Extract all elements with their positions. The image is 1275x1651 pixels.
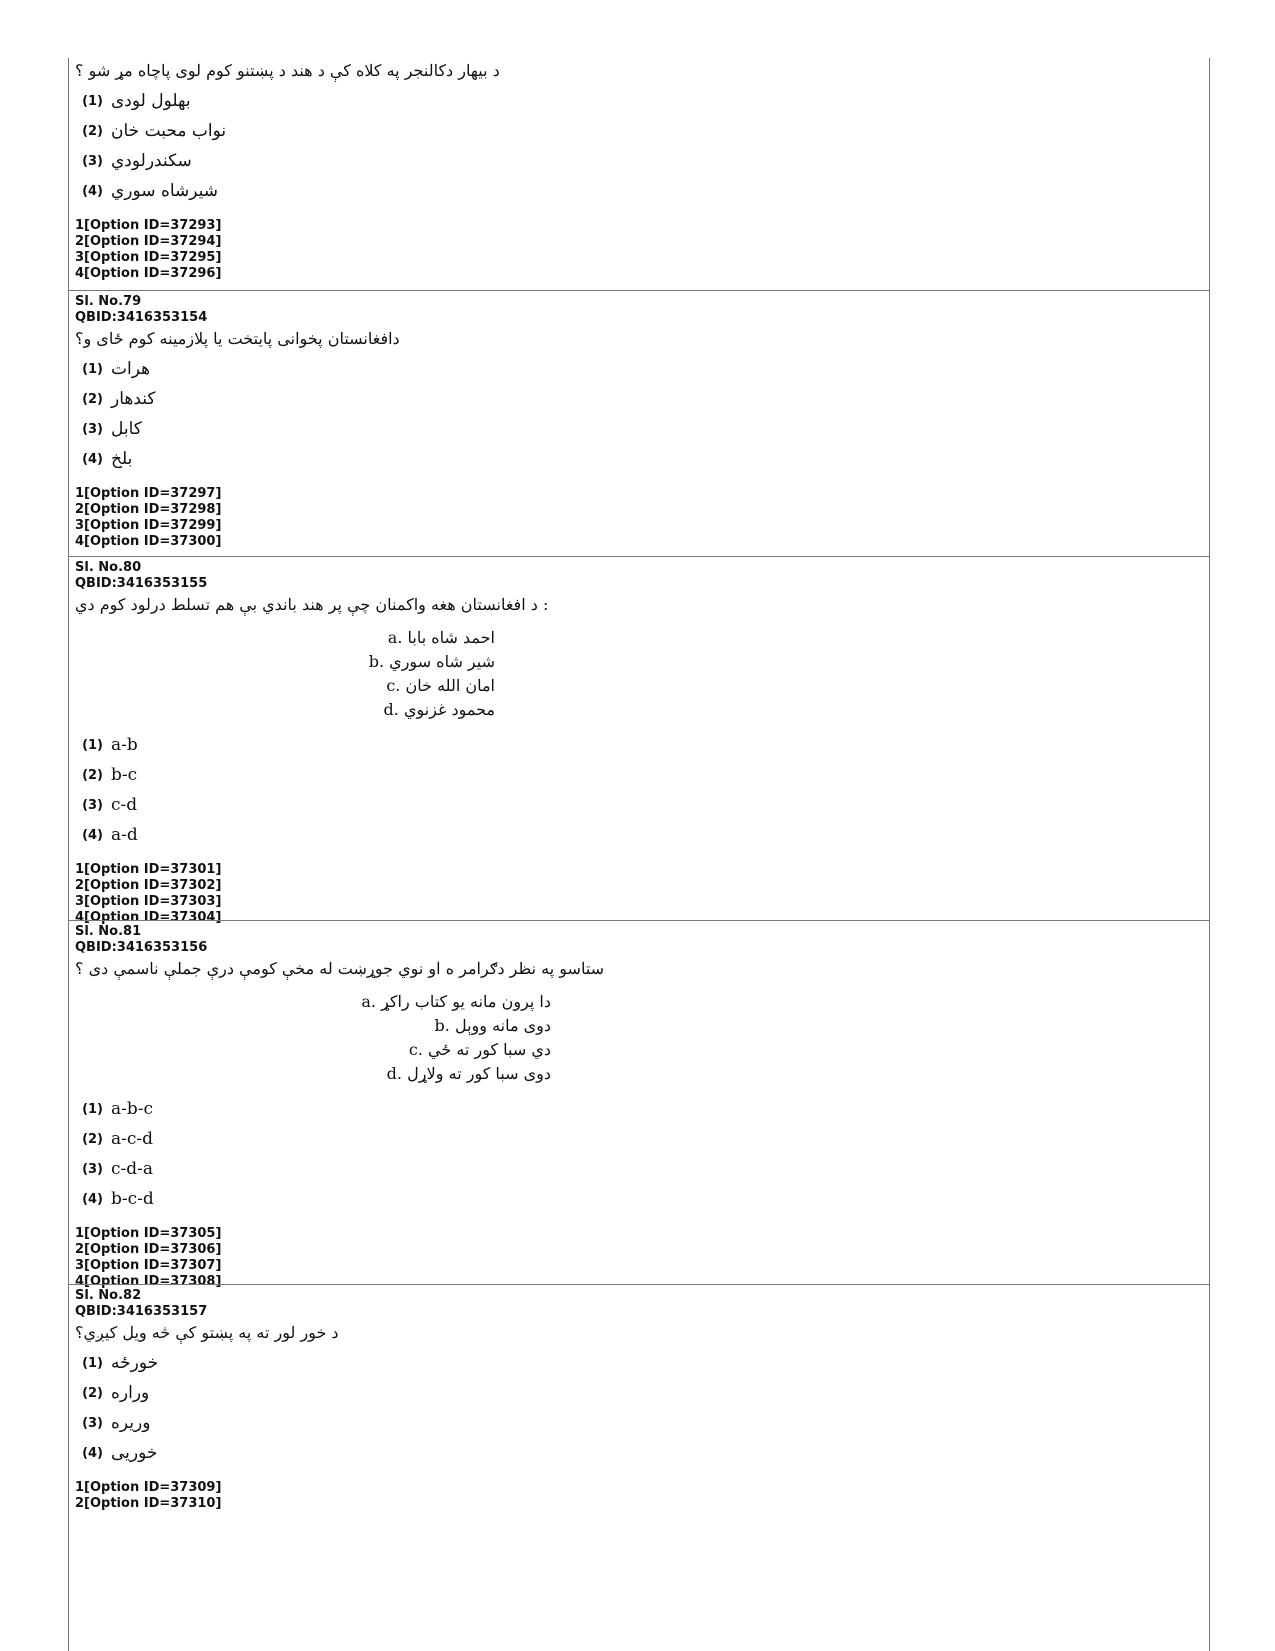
option-ids	[75, 1226, 1209, 1290]
option-id: 3[Option ID=37295]	[75, 250, 222, 265]
option-1[interactable]	[75, 1094, 1209, 1124]
option-number: (1)	[82, 737, 103, 753]
option-text: b-c	[111, 765, 138, 785]
option-number: (2)	[82, 1385, 103, 1401]
option-ids	[75, 862, 1209, 926]
statement-d: d. دوی سبا کور ته ولاړل	[386, 1064, 551, 1083]
option-2[interactable]	[75, 760, 1209, 790]
question-block-78	[69, 58, 1209, 290]
options-list	[75, 86, 1209, 206]
options-list	[75, 354, 1209, 474]
option-text: a-d	[111, 825, 138, 845]
question-block-81	[69, 920, 1209, 1289]
options-list	[75, 1094, 1209, 1214]
options-list	[75, 1348, 1209, 1468]
option-id: 2[Option ID=37298]	[75, 502, 222, 517]
qbid: QBID:3416353154	[75, 310, 208, 325]
option-number: (4)	[82, 1445, 103, 1461]
option-text: وریره	[111, 1413, 151, 1433]
option-text: خورځه	[111, 1353, 159, 1373]
option-id: 1[Option ID=37309]	[75, 1480, 222, 1495]
option-3[interactable]	[75, 146, 1209, 176]
option-number: (1)	[82, 93, 103, 109]
option-number: (4)	[82, 827, 103, 843]
option-text: نواب محبت خان	[111, 121, 227, 141]
option-1[interactable]	[75, 86, 1209, 116]
option-ids	[75, 1480, 1209, 1512]
option-3[interactable]	[75, 790, 1209, 820]
question-paper	[68, 58, 1210, 1651]
options-list	[75, 730, 1209, 850]
option-number: (1)	[82, 1101, 103, 1117]
statement-list	[75, 990, 551, 1086]
option-number: (2)	[82, 767, 103, 783]
option-number: (3)	[82, 1415, 103, 1431]
qbid: QBID:3416353157	[75, 1304, 208, 1319]
statement-d: d. محمود غزنوي	[383, 700, 495, 719]
option-4[interactable]	[75, 1184, 1209, 1214]
option-4[interactable]	[75, 444, 1209, 474]
option-number: (4)	[82, 1191, 103, 1207]
option-text: a-c-d	[111, 1129, 154, 1149]
option-text: b-c-d	[111, 1189, 154, 1209]
statement-a: a. احمد شاه بابا	[387, 628, 495, 647]
option-text: c-d	[111, 795, 138, 815]
option-1[interactable]	[75, 1348, 1209, 1378]
sl-no: Sl. No.79	[75, 294, 142, 309]
option-text: بهلول لودی	[111, 91, 191, 111]
option-text: a-b-c	[111, 1099, 154, 1119]
option-text: کابل	[111, 419, 142, 439]
question-block-80	[69, 556, 1209, 925]
option-2[interactable]	[75, 116, 1209, 146]
option-number: (3)	[82, 1161, 103, 1177]
option-id: 2[Option ID=37306]	[75, 1242, 222, 1257]
option-number: (3)	[82, 153, 103, 169]
question-text: د خور لور ته په پښتو کې څه ویل کیږي؟	[75, 1323, 339, 1342]
option-2[interactable]	[75, 1124, 1209, 1154]
option-text: سکندرلودي	[111, 151, 192, 171]
option-id: 2[Option ID=37294]	[75, 234, 222, 249]
sl-no: Sl. No.82	[75, 1288, 142, 1303]
option-id: 3[Option ID=37299]	[75, 518, 222, 533]
option-id: 1[Option ID=37305]	[75, 1226, 222, 1241]
option-text: هرات	[111, 359, 151, 379]
option-number: (1)	[82, 1355, 103, 1371]
option-1[interactable]	[75, 354, 1209, 384]
option-text: خوریی	[111, 1443, 158, 1463]
qbid: QBID:3416353156	[75, 940, 208, 955]
option-id: 1[Option ID=37297]	[75, 486, 222, 501]
option-4[interactable]	[75, 1438, 1209, 1468]
question-text: د افغانستان هغه واکمنان چې پر هند باندي بې هم تسلط درلود کوم دي :	[75, 595, 549, 614]
option-number: (2)	[82, 391, 103, 407]
option-number: (4)	[82, 451, 103, 467]
option-id: 4[Option ID=37308]	[75, 1274, 222, 1289]
option-id: 2[Option ID=37310]	[75, 1496, 222, 1511]
option-number: (2)	[82, 123, 103, 139]
option-number: (3)	[82, 797, 103, 813]
option-number: (2)	[82, 1131, 103, 1147]
option-3[interactable]	[75, 414, 1209, 444]
statement-c: c. امان الله خان	[386, 676, 495, 695]
option-4[interactable]	[75, 820, 1209, 850]
option-ids	[75, 486, 1209, 550]
option-2[interactable]	[75, 1378, 1209, 1408]
statement-list	[75, 626, 495, 722]
question-text: ستاسو په نظر دګرامر ه او نوي جوړښت له مخې کومې درې جملې ناسمې دی ؟	[75, 959, 605, 978]
option-text: کندهار	[111, 389, 156, 409]
option-id: 4[Option ID=37300]	[75, 534, 222, 549]
statement-b: b. شیر شاه سوري	[368, 652, 495, 671]
option-number: (1)	[82, 361, 103, 377]
option-2[interactable]	[75, 384, 1209, 414]
option-id: 1[Option ID=37293]	[75, 218, 222, 233]
question-text: د بیهار دکالنجر په کلاه کې د هند د پښتنو کوم لوی پاچاه مړ شو ؟	[75, 61, 500, 80]
sl-no: Sl. No.80	[75, 560, 142, 575]
statement-b: b. دوی مانه ووېل	[434, 1016, 551, 1035]
option-id: 2[Option ID=37302]	[75, 878, 222, 893]
option-1[interactable]	[75, 730, 1209, 760]
question-block-79	[69, 290, 1209, 556]
option-3[interactable]	[75, 1408, 1209, 1438]
option-number: (3)	[82, 421, 103, 437]
qbid: QBID:3416353155	[75, 576, 208, 591]
question-block-82	[69, 1284, 1209, 1651]
option-id: 1[Option ID=37301]	[75, 862, 222, 877]
statement-a: a. دا پرون مانه یو کتاب راکړ	[361, 992, 551, 1011]
option-id: 4[Option ID=37304]	[75, 910, 222, 925]
option-4[interactable]	[75, 176, 1209, 206]
sl-no: Sl. No.81	[75, 924, 142, 939]
option-text: c-d-a	[111, 1159, 154, 1179]
question-text: دافغانستان پخوانی پایتخت یا پلازمینه کوم ځای و؟	[75, 329, 400, 348]
option-3[interactable]	[75, 1154, 1209, 1184]
option-id: 4[Option ID=37296]	[75, 266, 222, 281]
option-text: شیرشاه سوري	[111, 181, 219, 201]
option-text: بلخ	[111, 449, 133, 469]
statement-c: c. دي سبا کور ته ځي	[408, 1040, 551, 1059]
option-number: (4)	[82, 183, 103, 199]
option-ids	[75, 218, 1209, 282]
option-id: 3[Option ID=37307]	[75, 1258, 222, 1273]
option-text: a-b	[111, 735, 138, 755]
option-id: 3[Option ID=37303]	[75, 894, 222, 909]
option-text: وراره	[111, 1383, 150, 1403]
